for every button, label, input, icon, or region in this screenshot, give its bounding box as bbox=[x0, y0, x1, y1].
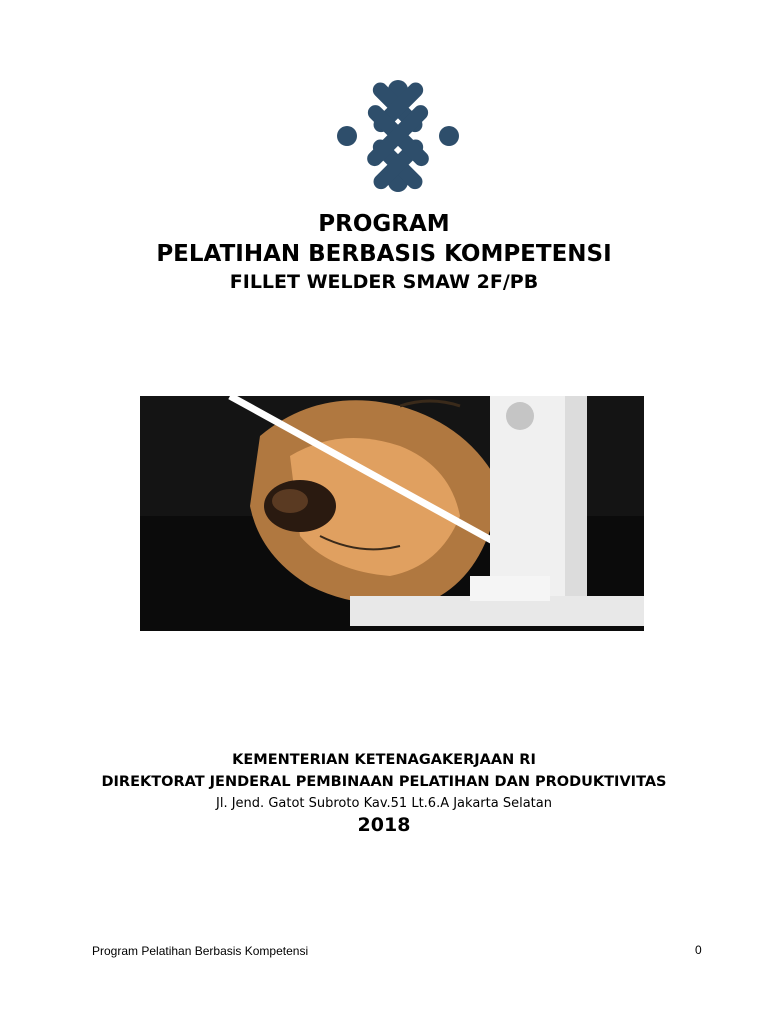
footer-title: Program Pelatihan Berbasis Kompetensi bbox=[92, 944, 309, 958]
program-name: FILLET WELDER SMAW 2F/PB bbox=[229, 271, 539, 293]
cover-photo bbox=[140, 396, 644, 631]
program-title: PROGRAM bbox=[318, 211, 450, 237]
ministry-name: KEMENTERIAN KETENAGAKERJAAN RI bbox=[232, 752, 536, 768]
address: Jl. Jend. Gatot Subroto Kav.51 Lt.6.A Jakarta Selatan bbox=[216, 796, 552, 811]
year: 2018 bbox=[357, 814, 411, 836]
ministry-emblem-icon bbox=[336, 78, 460, 194]
page-number: 0 bbox=[695, 943, 702, 957]
program-subtitle: PELATIHAN BERBASIS KOMPETENSI bbox=[156, 241, 612, 267]
directorate-name: DIREKTORAT JENDERAL PEMBINAAN PELATIHAN DAN PRODUKTIVITAS bbox=[101, 774, 667, 790]
